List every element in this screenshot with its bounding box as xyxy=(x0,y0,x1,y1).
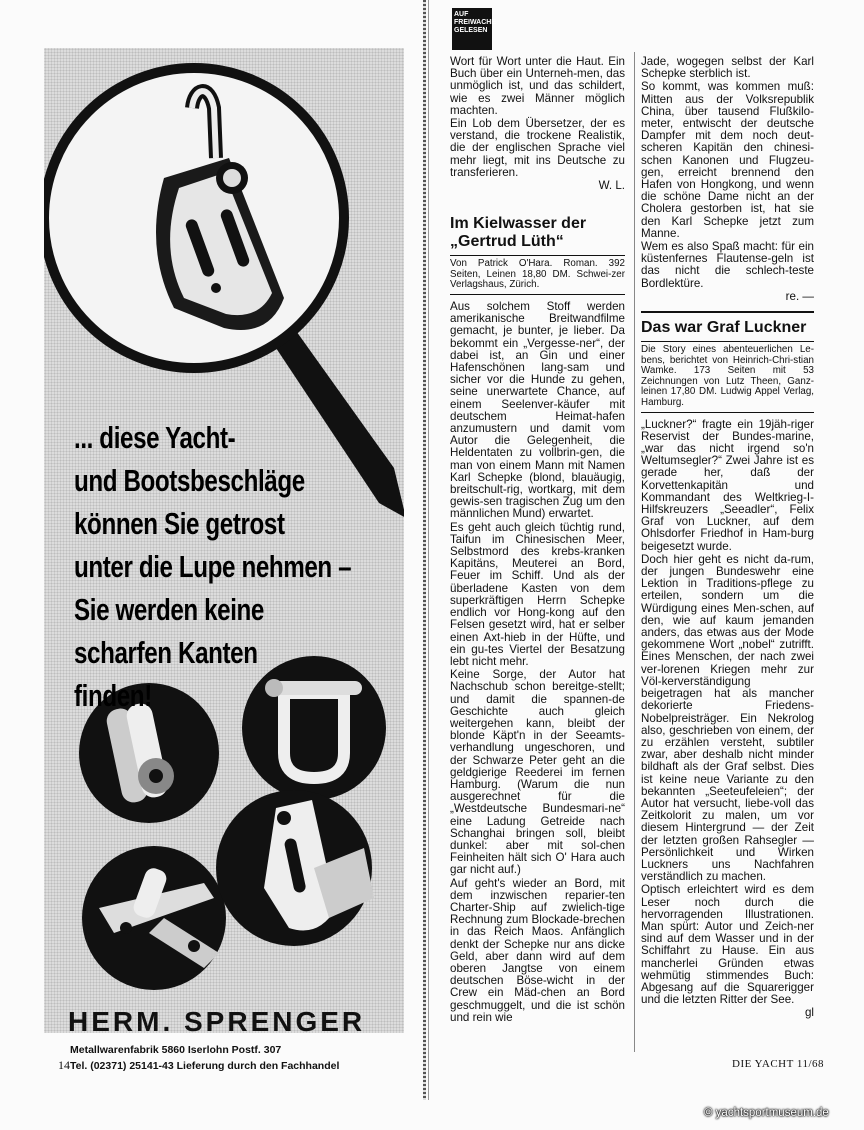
paragraph: Ein Lob dem Übersetzer, der es verstand, die trockene Realistik, die der englischen Sprache viel mehr liegt, mit ins Deutsche zu transferieren. xyxy=(450,117,625,179)
book-info: Die Story eines abenteuerlichen Le-bens, berichtet von Heinrich-Chri-stian Wamke. 173 Seiten mit 53 Zeichnungen von Lutz Theen, Ganz-leinen 17,80 DM. Ludwig Appel Verlag, Hamburg. xyxy=(641,341,814,413)
book-info: Von Patrick O'Hara. Roman. 392 Seiten, Leinen 18,80 DM. Schwei-zer Verlagshaus, Zürich. xyxy=(450,255,625,295)
divider xyxy=(641,311,814,313)
review-title: Das war Graf Luckner xyxy=(641,319,807,337)
ad-headline-line: Sie werden keine xyxy=(74,592,264,627)
ad-headline-line: können Sie getrost xyxy=(74,506,285,541)
page-number: 14 xyxy=(58,1058,70,1072)
ad-headline-line: und Bootsbeschläge xyxy=(74,463,305,498)
paragraph: „Luckner?“ fragte ein 19jäh-riger Reservist der Bundes-marine, „war das nicht irgend so'n Weltumsegler?“ Zwei Jahre ist es gerade her, daß der Korvettenkapitän und Kommandant des Weltkrieg-I-Hilfskreuzers „Seeadler“, Felix Graf von Luckner, auf dem Ohlsdorfer Friedhof in Ham-burg beigesetzt wurde. xyxy=(641,417,814,553)
gutter-rule xyxy=(423,0,426,1100)
ad-phone: Tel. (02371) 25141-43 Lieferung durch den Fachhandel xyxy=(70,1060,340,1072)
footer-issue: DIE YACHT 11/68 xyxy=(732,1058,825,1070)
article-column-1 xyxy=(450,56,625,1025)
paragraph: Aus solchem Stoff werden amerikanische Breitwandfilme gemacht, je bunter, je lieber. Da bekommt ein „Vergesse-ner“, der dabei ist, an Gin und einer Hafenschönen lang-sam und sicher vor die Hunde zu gehen, seine unerwartete Chance, auf einem Seelenver-käufer mit deutschem Heimat-hafen anzumustern und damit vom Autor die Gelegenheit, die Heldentaten zu vollbrin-gen, die man von einem Mann mit Namen Karl Schepke (blond, blauäugig, breitschult-rig, wortkarg, mit dem gewis-sen tragischen Zug um den männlichen Mund) erwartet. xyxy=(450,300,625,521)
paragraph: Wort für Wort unter die Haut. Ein Buch über ein Unterneh-men, das unmöglich ist, und das schildert, wie es zwei Männer möglich machten. xyxy=(450,55,625,117)
paragraph: Optisch erleichtert wird es dem Leser noch durch die hervorragenden Illustrationen. Man spürt: Autor und Zeich-ner sind auf dem Wasser und in der Schiffahrt zu Hause. Ein aus mancherlei Gründen etwas wehmütig stimmendes Buch: Abgesang auf die Squarerigger und die letzten Ritter der See. xyxy=(641,883,814,1007)
signature: gl xyxy=(804,1006,814,1020)
ad-headline-line: ... diese Yacht- xyxy=(74,420,236,455)
signature: re. — xyxy=(785,289,814,303)
paragraph: Es geht auch gleich tüchtig rund, Taifun im Chinesischen Meer, Selbstmord des krebs-kranken Kapitäns, Meuterei an Bord, Feuer im Schiff. Und als der überladene Kasten von dem superkräftigen Herrn Schepke endlich vor Hong-kong auf den Felsen gesetzt wird, hat er selber einen Axt-hieb in der Hüfte, und ein gu-tes Viertel der Besatzung lebt nicht mehr. xyxy=(450,520,625,668)
ad-headline xyxy=(74,416,352,717)
paragraph: Wem es also Spaß macht: für ein küstenfernes Flautense-geln ist das nicht die schlech-teste Bordlektüre. xyxy=(641,240,814,290)
review-title: Im Kielwasser der „Gertrud Lüth“ xyxy=(450,215,587,251)
product-circle-snatch-block xyxy=(216,790,374,946)
article-column-2 xyxy=(641,56,814,1021)
gutter-rule-thin xyxy=(428,0,429,1100)
ad-brand: HERM. SPRENGER xyxy=(68,1006,366,1037)
ad-headline-line: unter die Lupe nehmen – xyxy=(74,549,352,584)
product-circle-fittings xyxy=(82,846,226,990)
ad-headline-line: scharfen Kanten xyxy=(74,635,258,670)
signature: W. L. xyxy=(598,179,625,193)
copyright-watermark: © yachtsportmuseum.de xyxy=(704,1107,829,1119)
paragraph: Auf geht's wieder an Bord, mit dem inzwischen reparier-ten Charter-Ship auf zwielich-tige Rechnung zum Blockade-brechen in das Reich Maos. Anfänglich denkt der Schepke nur ans dicke Geld, aber dann wird auf dem oberen Jangtse von einem deutschen Böse-wicht in der Crew ein Mäd-chen an Bord geschmuggelt, und die ist schön und rein wie xyxy=(450,876,625,1024)
paragraph: Jade, wogegen selbst der Karl Schepke sterblich ist. xyxy=(641,55,814,81)
paragraph: Keine Sorge, der Autor hat Nachschub schon bereitge-stellt; und damit die spannen-de Geschichte auch gleich weitergehen kann, bleibt der blonde Käpt'n in der Seeamts-verhandlung ungeschoren, und der Schwarze Peter geht an die geldgierige Reederei im fernen Hamburg. (Warum die nun ausgerechnet für die „Westdeutsche Bundesmari-ne“ eine Ladung Getreide nach Schanghai bringen soll, bleibt dunkel: aber mit sol-chen Feinheiten hält sich O' Hara auch gar nicht auf.) xyxy=(450,668,625,877)
column-rule xyxy=(634,52,635,1052)
ad-headline-line: finden! xyxy=(74,678,152,713)
ad-address: Metallwarenfabrik 5860 Iserlohn Postf. 307 xyxy=(70,1044,282,1056)
paragraph: Doch hier geht es nicht da-rum, der jungen Bundeswehr eine Lektion in Traditions-pflege zu erteilen, sondern um die Würdigung eines Men-schen, auf den, wie auf kaum jemanden anders, das etwas aus der Mode gekommene Wort „nobel“ zutrifft. Eines Menschen, der nach zwei ver-lorenen Kriegen mehr zur Völ-kerverständigung beigetragen hat als mancher dekorierte Friedens-Nobelpreisträger. Ein Nekrolog also, geschrieben von einem, der zu erzählen versteht, subtiler zwar, aber deshalb nicht minder bildhaft als der Graf selbst. Dies ist keine neue Variante zu den bekannten „Seeteufeleien“; der Autor hat versucht, liebe-voll das Zeitkolorit zu malen, um vor diesem Hintergrund — der Zeit der letzten großen Rahsegler — Persönlichkeit und Wirken Luckners uns Nachfahren verständlich zu machen. xyxy=(641,552,814,884)
section-rubric: AUF FREIWACHE GELESEN xyxy=(452,8,492,50)
paragraph: So kommt, was kommen muß: Mitten aus der Volksrepublik China, über tausend Flußkilo-meter, entwischt der deutsche Dampfer mit dem noch deut-scheren Kapitän den chinesi-schen Kanonen und Flugzeu-gen, erreicht brennend den Hafen von Hongkong, und wenn die schöne Dame nicht an der Cholera gestorben ist, hat sie den Karl Schepke jetzt zum Manne. xyxy=(641,80,814,240)
advertisement xyxy=(44,48,404,1072)
